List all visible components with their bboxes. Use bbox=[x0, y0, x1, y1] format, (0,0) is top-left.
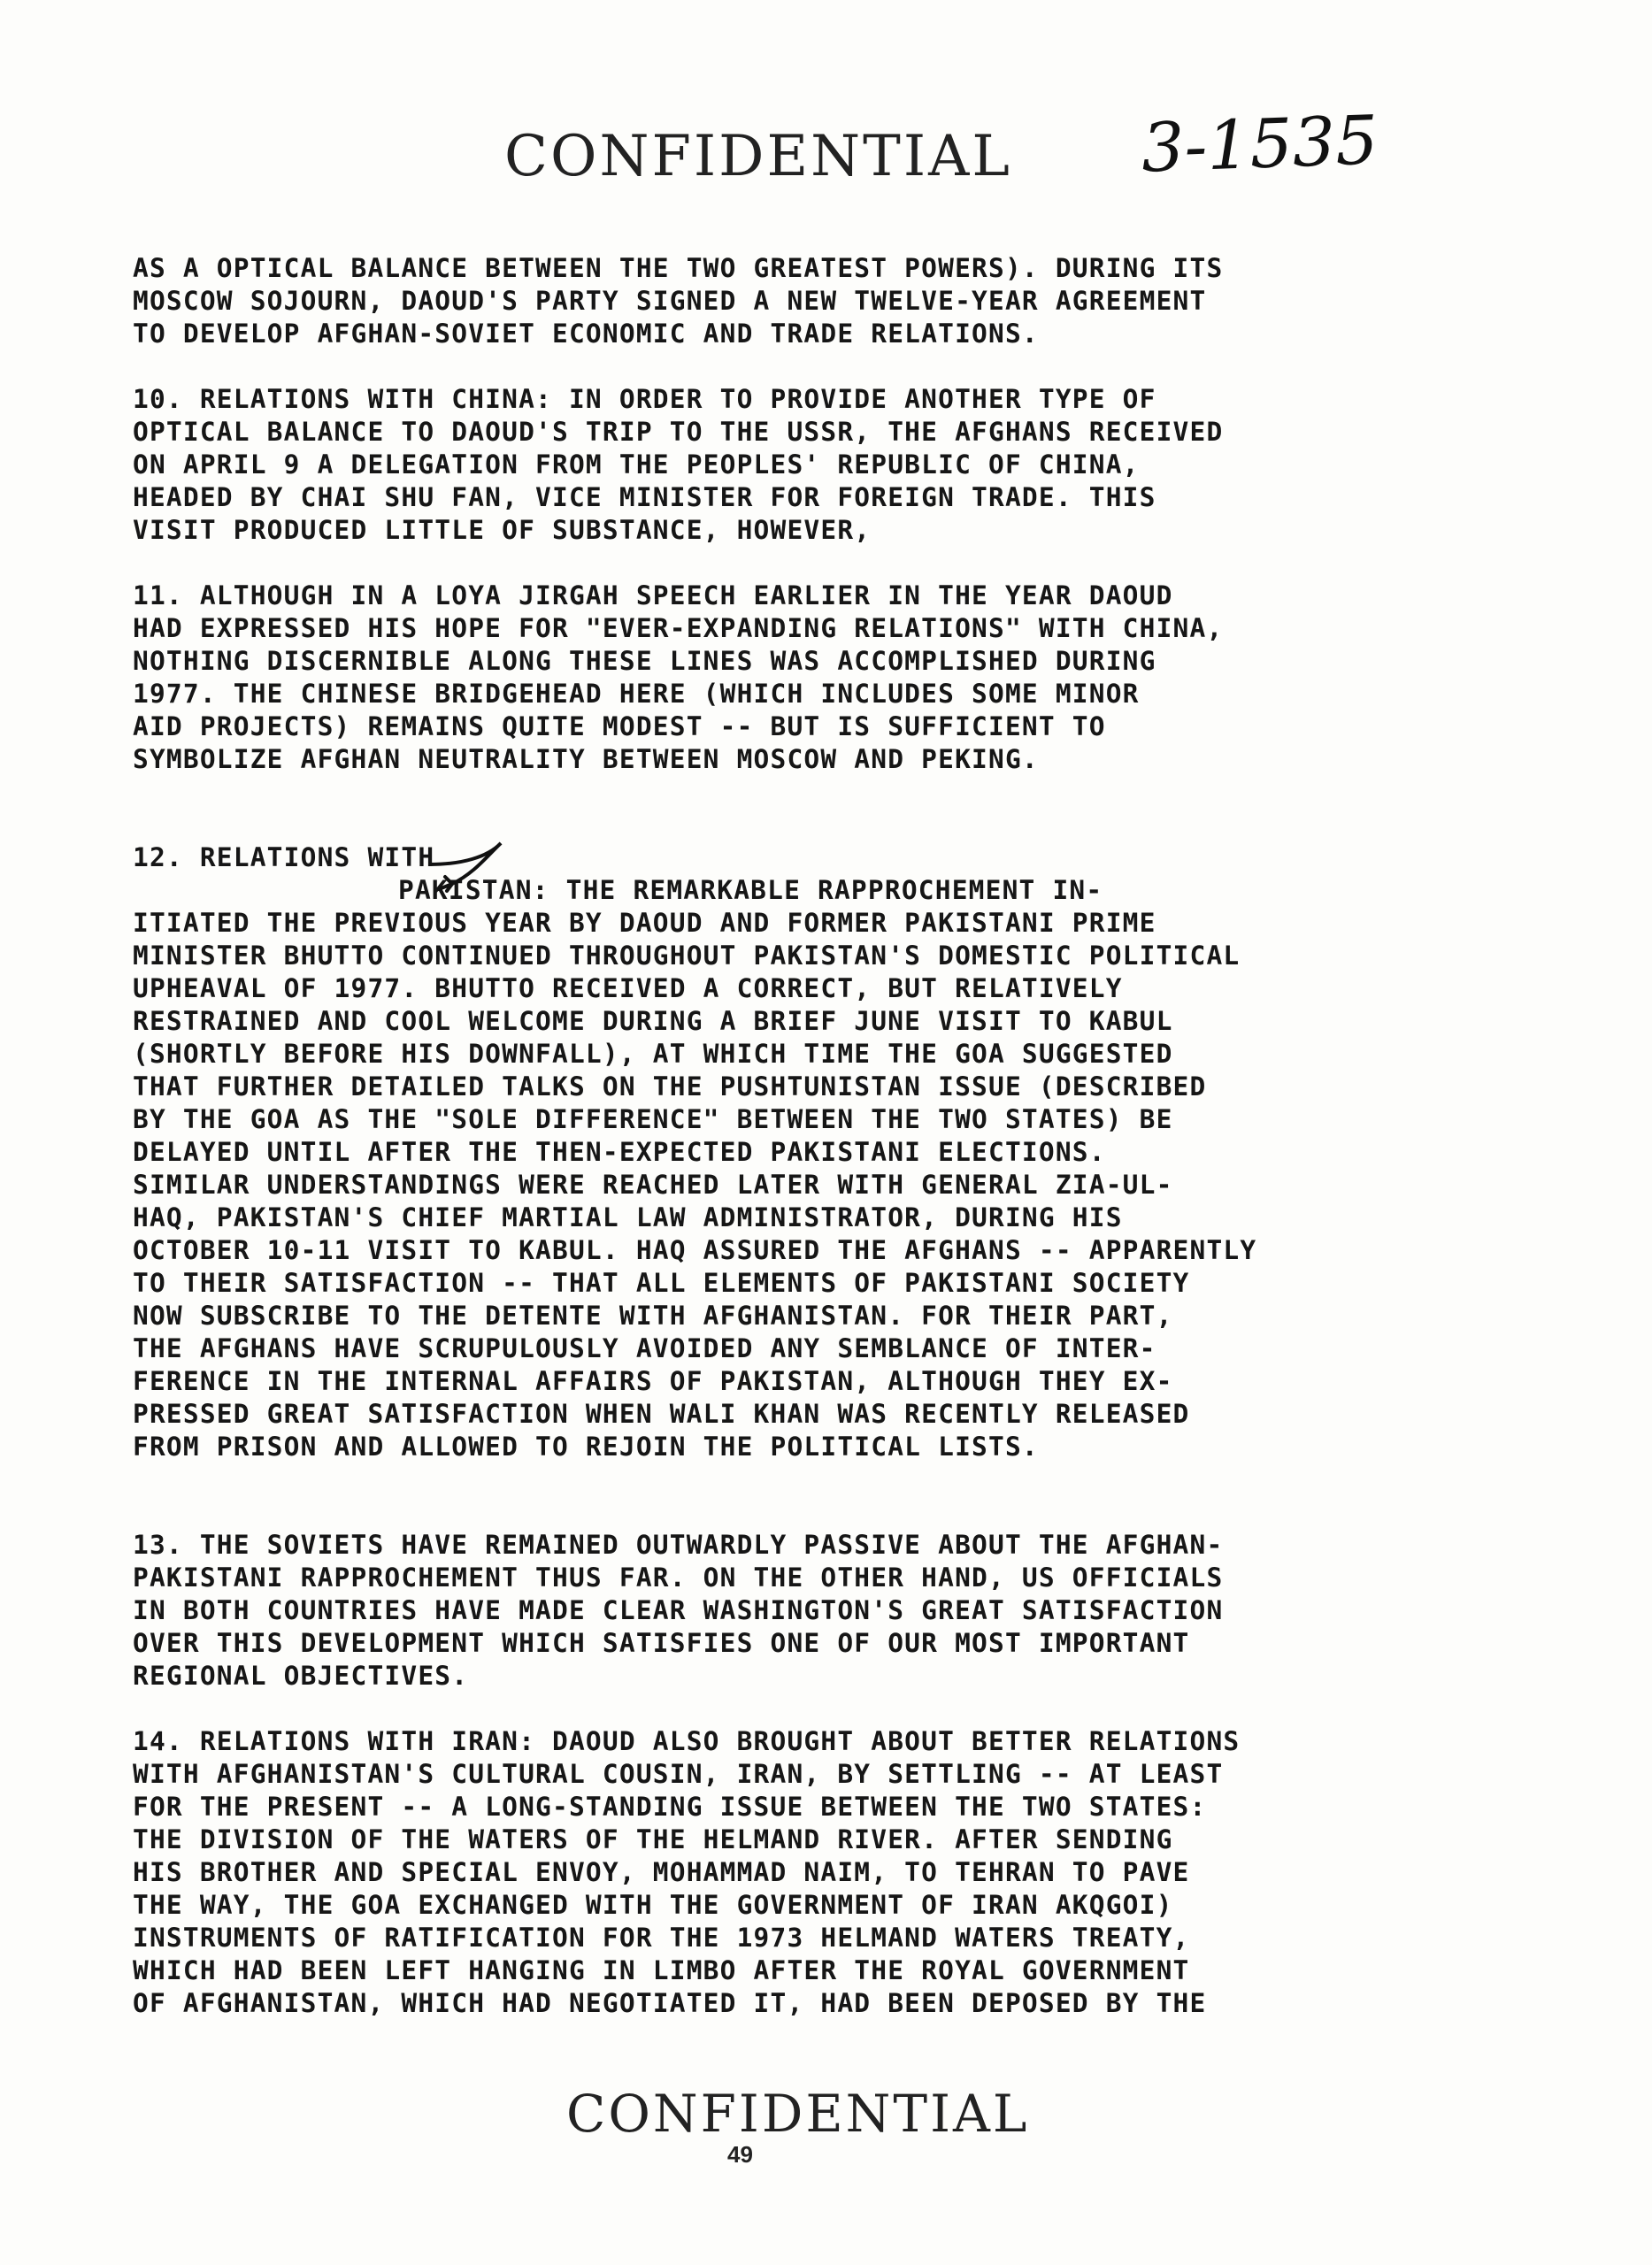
paragraph-13-soviet-reaction: 13. THE SOVIETS HAVE REMAINED OUTWARDLY PASSIVE ABOUT THE AFGHAN- PAKISTANI RAPPROCHEMENT THUS FAR. ON THE OTHER HAND, US OFFICIALS IN BOTH COUNTRIES HAVE MADE CLEAR WASHINGTON'S GREAT SATISFACTION OVER THIS DEVELOPMENT WHICH SATISFIES ONE OF OUR MOST IMPORTANT REGIONAL OBJECTIVES. bbox=[133, 1530, 1224, 1691]
paragraph-11-china-neutrality: 11. ALTHOUGH IN A LOYA JIRGAH SPEECH EARLIER IN THE YEAR DAOUD HAD EXPRESSED HIS HOPE FOR "EVER-EXPANDING RELATIONS" WITH CHINA, NOTHING DISCERNIBLE ALONG THESE LINES WAS ACCOMPLISHED DURING 1977. THE CHINESE BRIDGEHEAD HERE (WHICH INCLUDES SOME MINOR AID PROJECTS) REMAINS QUITE MODEST -- BUT IS SUFFICIENT TO SYMBOLIZE AFGHAN NEUTRALITY BETWEEN MOSCOW AND PEKING. bbox=[133, 580, 1224, 774]
page-number: 49 bbox=[727, 2141, 753, 2168]
classification-footer-stamp: CONFIDENTIAL bbox=[566, 2084, 1030, 2144]
paragraph-continuation: AS A OPTICAL BALANCE BETWEEN THE TWO GREATEST POWERS). DURING ITS MOSCOW SOJOURN, DAOUD'S PARTY SIGNED A NEW TWELVE-YEAR AGREEMENT TO DEVELOP AFGHAN-SOVIET ECONOMIC AND TRADE RELATIONS. bbox=[133, 253, 1224, 349]
paragraph-12-label: 12. RELATIONS WITH bbox=[133, 842, 435, 872]
paragraph-14-relations-iran: 14. RELATIONS WITH IRAN: DAOUD ALSO BROUGHT ABOUT BETTER RELATIONS WITH AFGHANISTAN'S CULTURAL COUSIN, IRAN, BY SETTLING -- AT LEAST FOR THE PRESENT -- A LONG-STANDING ISSUE BETWEEN THE TWO STATES: THE DIVISION OF THE WATERS OF THE HELMAND RIVER. AFTER SENDING HIS BROTHER AND SPECIAL ENVOY, MOHAMMAD NAIM, TO TEHRAN TO PAVE THE WAY, THE GOA EXCHANGED WITH THE GOVERNMENT OF IRAN AKQGOI) INSTRUMENTS OF RATIFICATION FOR THE 1973 HELMAND WATERS TREATY, WHICH HAD BEEN LEFT HANGING IN LIMBO AFTER THE ROYAL GOVERNMENT OF AFGHANISTAN, WHICH HAD NEGOTIATED IT, HAD BEEN DEPOSED BY THE bbox=[133, 1726, 1241, 2018]
classification-header-stamp: CONFIDENTIAL bbox=[504, 124, 1012, 189]
document-body bbox=[133, 252, 1513, 2053]
paragraph-12-relations-pakistan bbox=[133, 809, 1513, 1496]
paragraph-10-relations-china: 10. RELATIONS WITH CHINA: IN ORDER TO PROVIDE ANOTHER TYPE OF OPTICAL BALANCE TO DAOUD'S TRIP TO THE USSR, THE AFGHANS RECEIVED ON APRIL 9 A DELEGATION FROM THE PEOPLES' REPUBLIC OF CHINA, HEADED BY CHAI SHU FAN, VICE MINISTER FOR FOREIGN TRADE. THIS VISIT PRODUCED LITTLE OF SUBSTANCE, HOWEVER, bbox=[133, 384, 1224, 545]
paragraph-12-text: PAKISTAN: THE REMARKABLE RAPPROCHEMENT IN- ITIATED THE PREVIOUS YEAR BY DAOUD AND FORMER PAKISTANI PRIME MINISTER BHUTTO CONTINUED THROUGHOUT PAKISTAN'S DOMESTIC POLITICAL UPHEAVAL OF 1977. BHUTTO RECEIVED A CORRECT, BUT RELATIVELY RESTRAINED AND COOL WELCOME DURING A BRIEF JUNE VISIT TO KABUL (SHORTLY BEFORE HIS DOWNFALL), AT WHICH TIME THE GOA SUGGESTED THAT FURTHER DETAILED TALKS ON THE PUSHTUNISTAN ISSUE (DESCRIBED BY THE GOA AS THE "SOLE DIFFERENCE" BETWEEN THE TWO STATES) BE DELAYED UNTIL AFTER THE THEN-EXPECTED PAKISTANI ELECTIONS. SIMILAR UNDERSTANDINGS WERE REACHED LATER WITH GENERAL ZIA-UL- HAQ, PAKISTAN'S CHIEF MARTIAL LAW ADMINISTRATOR, DURING HIS OCTOBER 10-11 VISIT TO KABUL. HAQ ASSURED THE AFGHANS -- APPARENTLY TO THEIR SATISFACTION -- THAT ALL ELEMENTS OF PAKISTANI SOCIETY NOW SUBSCRIBE TO THE DETENTE WITH AFGHANISTAN. FOR THEIR PART, THE AFGHANS HAVE SCRUPULOUSLY AVOIDED ANY SEMBLANCE OF INTER- FERENCE IN THE INTERNAL AFFAIRS OF PAKISTAN, ALTHOUGH THEY EX- PRESSED GREAT SATISFACTION WHEN WALI KHAN WAS RECENTLY RELEASED FROM PRISON AND ALLOWED TO REJOIN THE POLITICAL LISTS. bbox=[133, 875, 1257, 1462]
handwritten-document-number: 3-1535 bbox=[1140, 100, 1379, 188]
